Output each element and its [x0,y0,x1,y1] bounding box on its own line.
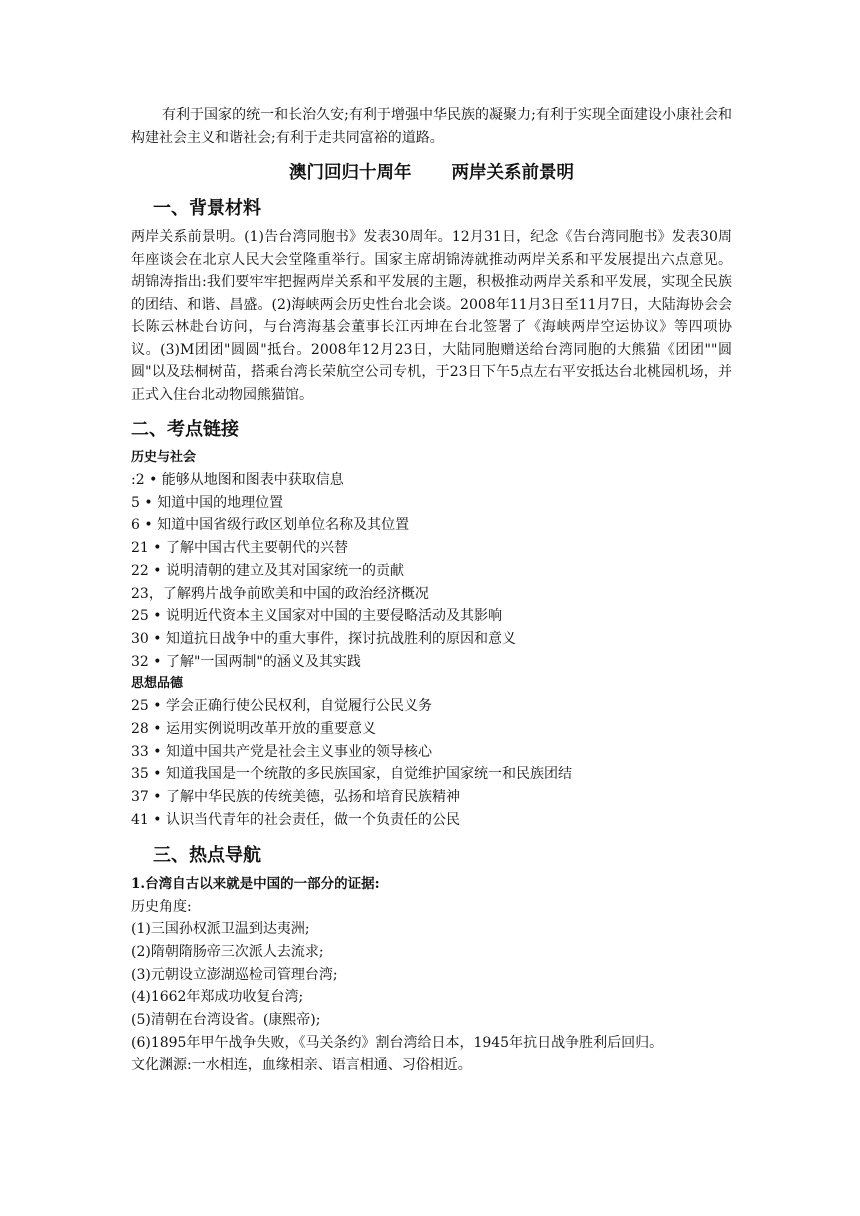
article-title [131,159,732,184]
list-item: 35 • 知道我国是一个统散的多民族国家，自觉维护国家统一和民族团结 [131,766,572,783]
text-line: 历史角度: [131,898,192,915]
text-line: (1)三国孙权派卫温到达夷洲; [131,921,310,938]
text-line: (6)1895年甲午战争失败，《马关条约》割台湾给日本，1945年抗日战争胜利后回归。 [131,1034,664,1051]
list-item: 41 • 认识当代青年的社会责任，做一个负责任的公民 [131,811,460,828]
list-item: 6 • 知道中国省级行政区划单位名称及其位置 [131,517,410,534]
section1-body: 两岸关系前景明。(1)告台湾同胞书》发表30周年。12月31日，纪念《告台湾同胞书》发表30周年座谈会在北京人民大会堂隆重举行。国家主席胡锦涛就推动两岸关系和平发展提出六点意见。胡锦涛指出:我们要牢牢把握两岸关系和平发展的主题，积极推动两岸关系和平发展，实现全民族的团结、和谐、昌盛。(2)海峡两会历史性台北会谈。2008年11月3日至11月7日，大陆海协会会长陈云林赴台访问，与台湾海基会董事长江丙坤在台北签署了《海峡两岸空运协议》等四项协议。(3)M团团"圆圆"抵台。2008年12月23日，大陆同胞赠送给台湾同胞的大熊猫《团团""圆圆"以及珐桐树苗，搭乘台湾长荣航空公司专机，于23日下午5点左右平安抵达台北桃园机场，并正式入住台北动物园熊猫馆。 [131,229,732,403]
group-morality [131,673,732,831]
title-left: 澳门回归十周年 [289,163,412,183]
list-item: 22 • 说明清朝的建立及其对国家统一的贡献 [131,562,404,579]
list-item: 21 • 了解中国古代主要朝代的兴替 [131,540,348,557]
text-line: (5)清朝在台湾设省。(康熙帝); [131,1012,321,1029]
section3-heading: 三、热点导航 [153,844,261,866]
group-heading-morality: 思想品德 [131,676,184,692]
list-item: :2 • 能够从地图和图表中获取信息 [131,472,344,488]
text-line: 文化渊源:一水相连，血缘相亲、语言相通、习俗相近。 [131,1057,472,1074]
group-heading-history: 历史与社会 [131,450,197,465]
section2-heading: 二、考点链接 [131,419,239,440]
list-item: 23，了解鸦片战争前欧美和中国的政治经济概况 [131,585,429,602]
list-item: 37 • 了解中华民族的传统美德，弘扬和培育民族精神 [131,789,460,806]
text-line: (3)元朝设立澎湖巡检司管理台湾; [131,966,338,983]
text-line: (2)隋朝隋肠帝三次派人去流求; [131,943,324,960]
list-item: 28 • 运用实例说明改革开放的重要意义 [131,721,376,738]
list-item: 5 • 知道中国的地理位置 [131,494,284,511]
text-line: (4)1662年郑成功收复台湾; [131,989,304,1006]
list-item: 32 • 了解"一国两制"的涵义及其实践 [131,653,361,670]
list-item: 33 • 知道中国共产党是社会主义事业的领导核心 [131,743,432,760]
list-item: 25 • 说明近代资本主义国家对中国的主要侵略活动及其影响 [131,608,502,625]
list-item: 30 • 知道抗日战争中的重大事件，探讨抗战胜利的原因和意义 [131,630,516,647]
list-item: 25 • 学会正确行使公民权利，自觉履行公民义务 [131,698,432,715]
section1-heading: 一、背景材料 [153,198,261,219]
question-heading: 1.台湾自古以来就是中国的一部分的证据: [131,875,380,892]
group-history [131,447,732,673]
title-right: 两岸关系前景明 [451,163,574,183]
intro-paragraph: 有利于国家的统一和长治久安;有利于增强中华民族的凝聚力;有利于实现全面建设小康社会和构建社会主义和谐社会;有利于走共同富裕的道路。 [131,107,732,146]
